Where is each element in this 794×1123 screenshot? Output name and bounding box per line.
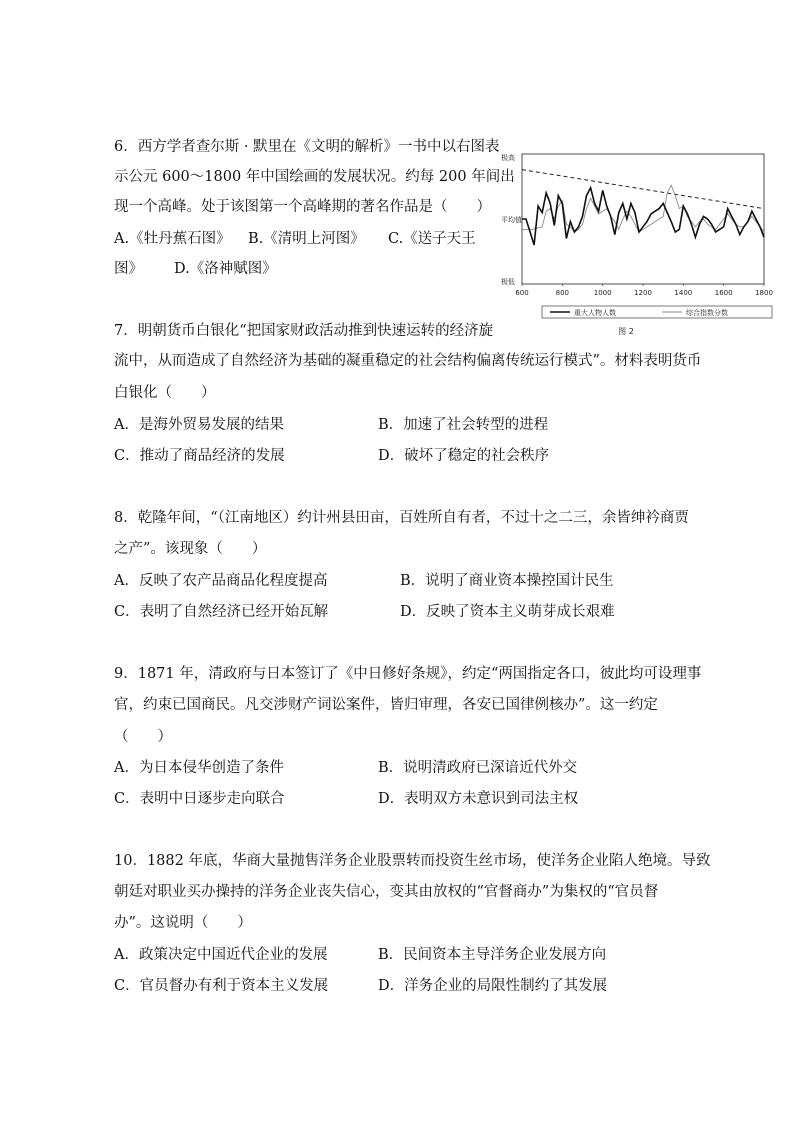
- chart-svg: [500, 148, 778, 338]
- q6-option-a: A.《牡丹蕉石图》: [114, 231, 231, 247]
- q8-line-2: 之产”。该现象（ ）: [114, 541, 267, 557]
- plot-frame: [522, 154, 764, 284]
- x-tick-label: 600: [515, 289, 529, 297]
- q10-option-a: A．政策决定中国近代企业的发展: [114, 947, 328, 963]
- q9-line-1: 9．1871 年，清政府与日本签订了《中日修好条规》，约定“两国指定各口，彼此均可设理事: [114, 666, 702, 682]
- q10-option-c: C．官员督办有利于资本主义发展: [114, 978, 329, 994]
- q9-line-3: （ ）: [114, 729, 172, 745]
- q10-line-1: 10．1882 年底，华商大量抛售洋务企业股票转而投资生丝市场，使洋务企业陷人绝境。导致: [114, 853, 711, 869]
- q6-line-1: 6．西方学者查尔斯 · 默里在《文明的解析》一书中以右图表: [114, 139, 500, 155]
- trend-line: [522, 170, 764, 209]
- q8-option-d: D．反映了资本主义萌芽成长艰难: [400, 604, 615, 620]
- y-label: 极低: [501, 278, 515, 286]
- q9-option-a: A．为日本侵华创造了条件: [114, 760, 284, 776]
- q6-line-2: 示公元 600～1800 年中国绘画的发展状况。约每 200 年间出: [114, 169, 515, 185]
- q9-option-d: D．表明双方未意识到司法主权: [378, 791, 579, 807]
- q7-option-d: D．破坏了稳定的社会秩序: [378, 448, 550, 464]
- q7-option-c: C．推动了商品经济的发展: [114, 448, 285, 464]
- y-label: 极高: [501, 154, 515, 162]
- y-label: 平均值: [501, 216, 522, 224]
- q7-line-2: 流中，从而造成了自然经济为基础的凝重稳定的社会结构偏离传统运行模式”。材料表明货币: [114, 353, 702, 369]
- painting-chart: [500, 148, 778, 338]
- q10-option-d: D．洋务企业的局限性制约了其发展: [378, 978, 608, 994]
- q8-option-b: B．说明了商业资本操控国计民生: [400, 573, 614, 589]
- x-tick-label: 1000: [593, 289, 612, 297]
- q10-line-2: 朝廷对职业买办操持的洋务企业丧失信心，变其由放权的“官督商办”为集权的“官员督: [114, 884, 659, 900]
- legend-label-people: 重大人物人数: [574, 309, 616, 317]
- x-tick-label: 1200: [634, 289, 652, 297]
- q6-option-c: C.《送子天王: [388, 231, 476, 247]
- legend-label-index: 综合指数分数: [686, 309, 728, 317]
- q6-option-d: D.《洛神赋图》: [174, 261, 277, 277]
- x-tick-label: 800: [555, 289, 570, 297]
- q10-option-b: B．民间资本主导洋务企业发展方向: [378, 947, 607, 963]
- q7-option-b: B．加速了社会转型的进程: [378, 417, 549, 433]
- series-line-people: [522, 188, 764, 245]
- q7-line-1: 7．明朝货币白银化“把国家财政活动推到快速运转的经济旋: [114, 323, 494, 339]
- q9-option-b: B．说明清政府已深谙近代外交: [378, 760, 578, 776]
- q9-option-c: C．表明中日逐步走向联合: [114, 791, 285, 807]
- q6-option-c-cont: 图》: [114, 261, 143, 277]
- q8-option-a: A．反映了农产品商品化程度提高: [114, 573, 328, 589]
- q9-line-2: 官，约束已国商民。凡交涉财产词讼案件，皆归审理，各安已国律例核办”。这一约定: [114, 697, 658, 713]
- q6-option-b: B.《清明上河图》: [248, 231, 365, 247]
- q8-option-c: C．表明了自然经济已经开始瓦解: [114, 604, 329, 620]
- q7-line-3: 白银化（ ）: [114, 385, 216, 401]
- x-tick-label: 1800: [755, 289, 773, 297]
- q6-line-3: 现一个高峰。处于该图第一个高峰期的著名作品是（ ）: [114, 199, 491, 215]
- q8-line-1: 8．乾隆年间，“（江南地区）约计州县田亩，百姓所自有者，不过十之二三，余皆绅衿商贾: [114, 510, 689, 526]
- q10-line-3: 办”。这说明（ ）: [114, 915, 252, 931]
- q7-option-a: A．是海外贸易发展的结果: [114, 417, 284, 433]
- x-tick-label: 1400: [674, 289, 693, 297]
- chart-caption: 图 2: [618, 327, 634, 336]
- x-tick-label: 1600: [714, 289, 733, 297]
